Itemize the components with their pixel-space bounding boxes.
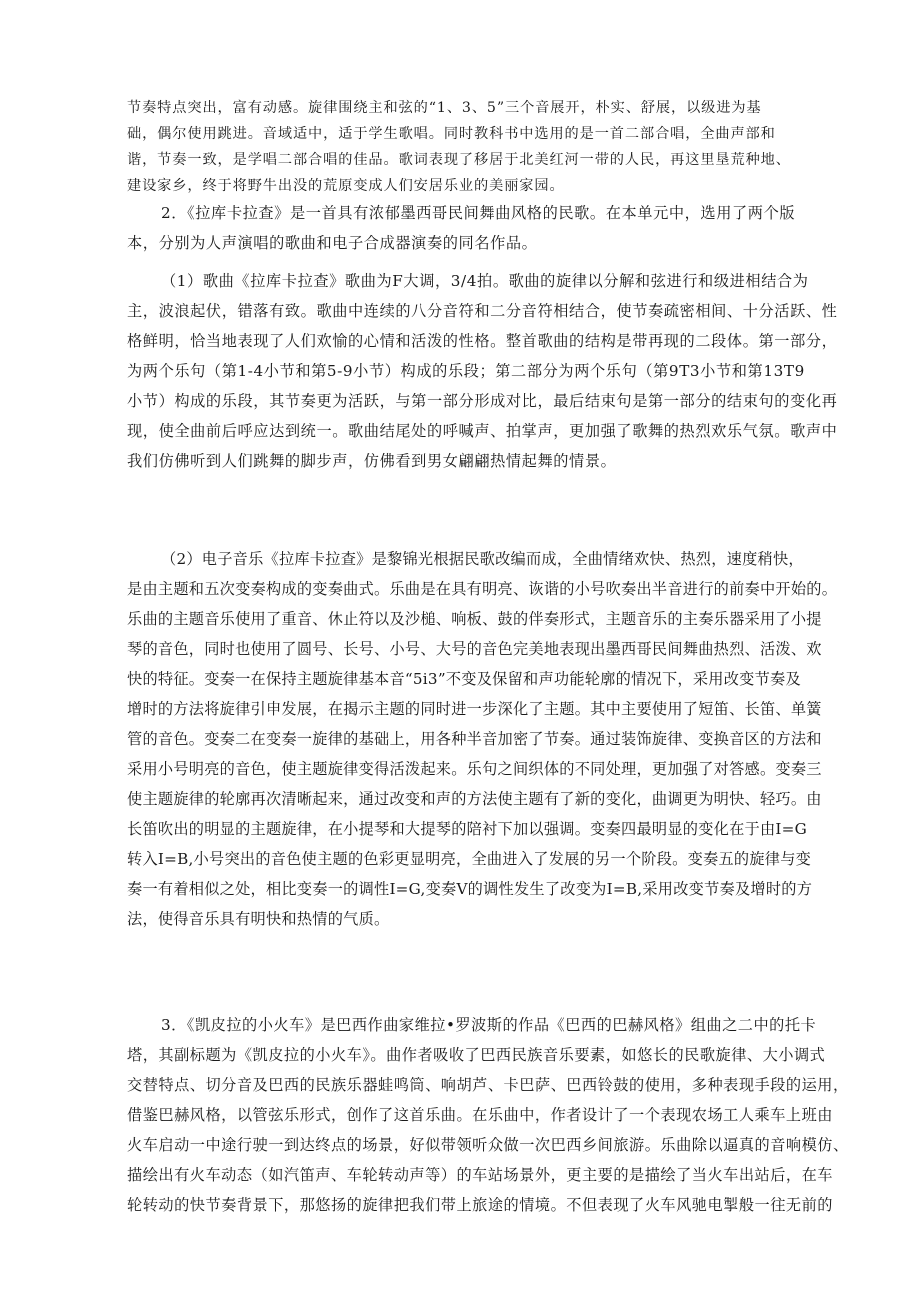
paragraph-3-little-train	[127, 1010, 849, 1220]
text-line: 管的音色。变奏二在变奏一旋律的基础上，用各种半音加密了节奏。通过装饰旋律、变换音区的方法和	[127, 730, 822, 748]
text-line: 3．《凯皮拉的小火车》是巴西作曲家维拉•罗波斯的作品《巴西的巴赫风格》组曲之二中的托卡	[161, 1016, 817, 1034]
text-line: 现，使全曲前后呼应达到统一。歌曲结尾处的呼喊声、拍掌声，更加强了歌舞的热烈欢乐气氛。歌声中	[127, 422, 838, 440]
paragraph-song-version	[127, 266, 837, 476]
paragraph-2-la-cucaracha-intro	[127, 198, 795, 258]
text-line: 长笛吹出的明显的主题旋律，在小提琴和大提琴的陪衬下加以强调。变奏四最明显的变化在于由I=G	[127, 820, 807, 838]
text-line: 本，分别为人声演唱的歌曲和电子合成器演奏的同名作品。	[127, 234, 538, 252]
text-line: 法，使得音乐具有明快和热情的气质。	[127, 910, 390, 928]
text-line: （1）歌曲《拉库卡拉查》歌曲为F大调，3/4拍。歌曲的旋律以分解和弦进行和级进相结合为	[161, 272, 809, 290]
paragraph-1-continuation	[127, 95, 791, 199]
paragraph-electronic-version	[127, 544, 837, 934]
text-line: 描绘出有火车动态（如汽笛声、车轮转动声等）的车站场景外，更主要的是描绘了当火车出站后，在车	[127, 1166, 833, 1184]
text-line: 我们仿佛听到人们跳舞的脚步声，仿佛看到男女翩翩热情起舞的情景。	[127, 452, 617, 470]
text-line: 2．《拉库卡拉查》是一首具有浓郁墨西哥民间舞曲风格的民歌。在本单元中，选用了两个版	[161, 204, 796, 222]
text-line: 采用小号明亮的音色，使主题旋律变得活泼起来。乐句之间织体的不同处理，更加强了对答感。变奏三	[127, 760, 822, 778]
text-line: 主，波浪起伏，错落有致。歌曲中连续的八分音符和二分音符相结合，使节奏疏密相间、十分活跃、性	[127, 302, 838, 320]
text-line: 借鉴巴赫风格，以管弦乐形式，创作了这首乐曲。在乐曲中，作者设计了一个表现农场工人乘车上班由	[127, 1106, 833, 1124]
text-line: 琴的音色，同时也使用了圆号、长号、小号、大号的音色完美地表现出墨西哥民间舞曲热烈、活泼、欢	[127, 640, 822, 658]
text-line: 轮转动的快节奏背景下，那悠扬的旋律把我们带上旅途的情境。不但表现了火车风驰电掣般一往无前的	[127, 1196, 833, 1214]
text-line: 础，偶尔使用跳进。音域适中，适于学生歌唱。同时教科书中选用的是一首二部合唱，全曲声部和	[127, 126, 776, 142]
text-line: 小节）构成的乐段，其节奏更为活跃，与第一部分形成对比，最后结束句是第一部分的结束句的变化再	[127, 392, 838, 410]
text-line: （2）电子音乐《拉库卡拉查》是黎锦光根据民歌改编而成，全曲情绪欢快、热烈，速度稍快，	[161, 550, 804, 568]
text-line: 快的特征。变奏一在保持主题旋律基本音“5i3”不变及保留和声功能轮廓的情况下，采用改变节奏及	[127, 670, 801, 688]
text-line: 转入I=B,小号突出的音色使主题的色彩更显明亮，全曲进入了发展的另一个阶段。变奏五的旋律与变	[127, 850, 812, 868]
text-line: 为两个乐句（第1-4小节和第5-9小节）构成的乐段；第二部分为两个乐句（第9T3小节和第13T9	[127, 362, 805, 380]
text-line: 谐，节奏一致，是学唱二部合唱的佳品。歌词表现了移居于北美红河一带的人民，再这里垦荒种地、	[127, 152, 791, 168]
text-line: 塔，其副标题为《凯皮拉的小火车》。曲作者吸收了巴西民族音乐要素，如悠长的民歌旋律、大小调式	[127, 1046, 826, 1064]
text-line: 乐曲的主题音乐使用了重音、休止符以及沙槌、响板、鼓的伴奏形式，主题音乐的主奏乐器采用了小提	[127, 610, 822, 628]
text-line: 格鲜明，恰当地表现了人们欢愉的心情和活泼的性格。整首歌曲的结构是带再现的二段体。第一部分，	[127, 332, 838, 350]
text-line: 奏一有着相似之处，相比变奏一的调性I=G,变奏V的调性发生了改变为I=B,采用改变节奏及增时的方	[127, 880, 813, 898]
text-line: 使主题旋律的轮廓再次清晰起来，通过改变和声的方法使主题有了新的变化，曲调更为明快、轻巧。由	[127, 790, 822, 808]
text-line: 增时的方法将旋律引申发展，在揭示主题的同时进一步深化了主题。其中主要使用了短笛、长笛、单簧	[127, 700, 822, 718]
text-line: 火车启动一中途行驶一到达终点的场景，好似带领听众做一次巴西乡间旅游。乐曲除以逼真的音响模仿、	[127, 1136, 849, 1154]
text-line: 节奏特点突出，富有动感。旋律围绕主和弦的“1、3、5”三个音展开，朴实、舒展，以级进为基	[127, 100, 762, 116]
text-line: 是由主题和五次变奏构成的变奏曲式。乐曲是在具有明亮、诙谐的小号吹奏出半音进行的前奏中开始的。	[127, 580, 838, 598]
text-line: 交替特点、切分音及巴西的民族乐器蛙鸣筒、响胡芦、卡巴萨、巴西铃鼓的使用，多种表现手段的运用，	[127, 1076, 849, 1094]
text-line: 建设家乡，终于将野牛出没的荒原变成人们安居乐业的美丽家园。	[127, 178, 565, 194]
